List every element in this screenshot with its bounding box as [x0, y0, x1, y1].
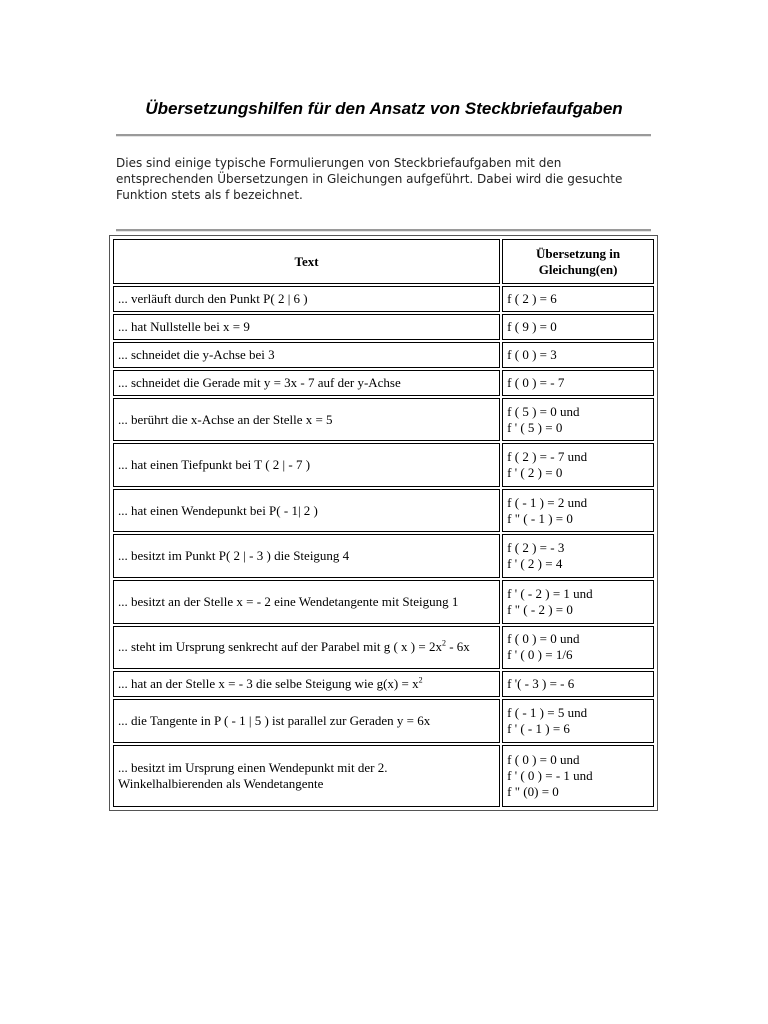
translation-table-frame — [109, 235, 658, 811]
table-row — [113, 314, 654, 340]
table-row — [113, 745, 654, 807]
intro-line: Funktion stets als f bezeichnet. — [116, 188, 303, 202]
row-text-part: - 6x — [445, 639, 470, 655]
table-row — [113, 534, 654, 578]
equation-line: f ( 2 ) = 6 — [507, 290, 557, 306]
header-equations-line: Übersetzung in — [536, 245, 621, 261]
intro-line: Dies sind einige typische Formulierungen von Steckbriefaufgaben mit den — [116, 156, 562, 170]
equation-line: f " ( - 1 ) = 0 — [507, 510, 573, 526]
table-row — [113, 626, 654, 670]
row-equations — [502, 699, 654, 743]
row-equations — [502, 286, 654, 312]
header-equations-line: Gleichung(en) — [538, 261, 618, 277]
row-text: ... hat einen Wendepunkt bei P( - 1| 2 ) — [113, 489, 500, 533]
row-equations — [502, 745, 654, 807]
row-text-part: ... hat an der Stelle x = - 3 die selbe Steigung wie g(x) = x — [118, 676, 419, 692]
page-title: Übersetzungshilfen für den Ansatz von Steckbriefaufgaben — [145, 99, 623, 118]
equation-line: f ' ( 2 ) = 0 — [507, 465, 563, 481]
horizontal-rule-bottom — [116, 229, 651, 232]
table-row — [113, 443, 654, 487]
row-text: ... hat Nullstelle bei x = 9 — [113, 314, 500, 340]
row-equations — [502, 626, 654, 670]
header-equations — [502, 239, 654, 284]
equation-line: f ( 0 ) = 0 und — [507, 631, 580, 647]
equation-line: f ( 0 ) = 0 und — [507, 751, 580, 767]
row-equations — [502, 580, 654, 624]
row-equations — [502, 342, 654, 368]
superscript: 2 — [418, 675, 423, 685]
row-text: ... schneidet die y-Achse bei 3 — [113, 342, 500, 368]
row-equations — [502, 398, 654, 442]
table-row — [113, 671, 654, 697]
row-equations — [502, 671, 654, 697]
table-row — [113, 699, 654, 743]
equation-line: f ( - 1 ) = 2 und — [507, 494, 588, 510]
equation-line: f ( - 1 ) = 5 und — [507, 704, 588, 720]
row-text: ... verläuft durch den Punkt P( 2 | 6 ) — [113, 286, 500, 312]
table-row — [113, 489, 654, 533]
equation-line: f ' ( 0 ) = 1/6 — [507, 647, 573, 663]
equation-line: f ( 0 ) = - 7 — [507, 374, 565, 390]
equation-line: f ' ( - 1 ) = 6 — [507, 720, 570, 736]
row-equations — [502, 314, 654, 340]
equation-line: f ' ( - 2 ) = 1 und — [507, 585, 593, 601]
translation-table — [111, 237, 656, 809]
intro-paragraph — [116, 155, 636, 203]
row-text — [113, 626, 500, 670]
row-equations — [502, 443, 654, 487]
equation-line: f ( 5 ) = 0 und — [507, 403, 580, 419]
header-text: Text — [113, 239, 500, 284]
table-row — [113, 286, 654, 312]
superscript: 2 — [441, 639, 446, 649]
equation-line: f " (0) = 0 — [507, 783, 559, 799]
row-text-part: ... steht im Ursprung senkrecht auf der Parabel mit g ( x ) = 2x — [118, 639, 442, 655]
row-text: ... berührt die x-Achse an der Stelle x = 5 — [113, 398, 500, 442]
row-text: ... besitzt an der Stelle x = - 2 eine Wendetangente mit Steigung 1 — [113, 580, 500, 624]
equation-line: f ' ( 5 ) = 0 — [507, 419, 563, 435]
row-text: ... hat einen Tiefpunkt bei T ( 2 | - 7 ) — [113, 443, 500, 487]
table-row — [113, 580, 654, 624]
equation-line: f ' ( 2 ) = 4 — [507, 556, 563, 572]
table-body — [113, 286, 654, 807]
table-row — [113, 398, 654, 442]
row-text — [113, 671, 500, 697]
table-header-row — [113, 239, 654, 284]
row-equations — [502, 489, 654, 533]
row-equations — [502, 370, 654, 396]
row-text: ... besitzt im Punkt P( 2 | - 3 ) die Steigung 4 — [113, 534, 500, 578]
row-equations — [502, 534, 654, 578]
horizontal-rule-top — [116, 134, 651, 137]
equation-line: f ( 0 ) = 3 — [507, 346, 557, 362]
table-row — [113, 342, 654, 368]
equation-line: f ( 2 ) = - 3 — [507, 540, 565, 556]
equation-line: f ( 2 ) = - 7 und — [507, 449, 588, 465]
equation-line: f " ( - 2 ) = 0 — [507, 601, 573, 617]
equation-line: f ( 9 ) = 0 — [507, 318, 557, 334]
intro-line: entsprechenden Übersetzungen in Gleichungen aufgeführt. Dabei wird die gesuchte — [116, 172, 623, 186]
row-text: ... die Tangente in P ( - 1 | 5 ) ist parallel zur Geraden y = 6x — [113, 699, 500, 743]
row-text: ... schneidet die Gerade mit y = 3x - 7 auf der y-Achse — [113, 370, 500, 396]
equation-line: f ' ( 0 ) = - 1 und — [507, 767, 593, 783]
row-text: ... besitzt im Ursprung einen Wendepunkt mit der 2. Winkelhalbierenden als Wendetangente — [113, 745, 500, 807]
equation-line: f '( - 3 ) = - 6 — [507, 676, 575, 692]
table-row — [113, 370, 654, 396]
